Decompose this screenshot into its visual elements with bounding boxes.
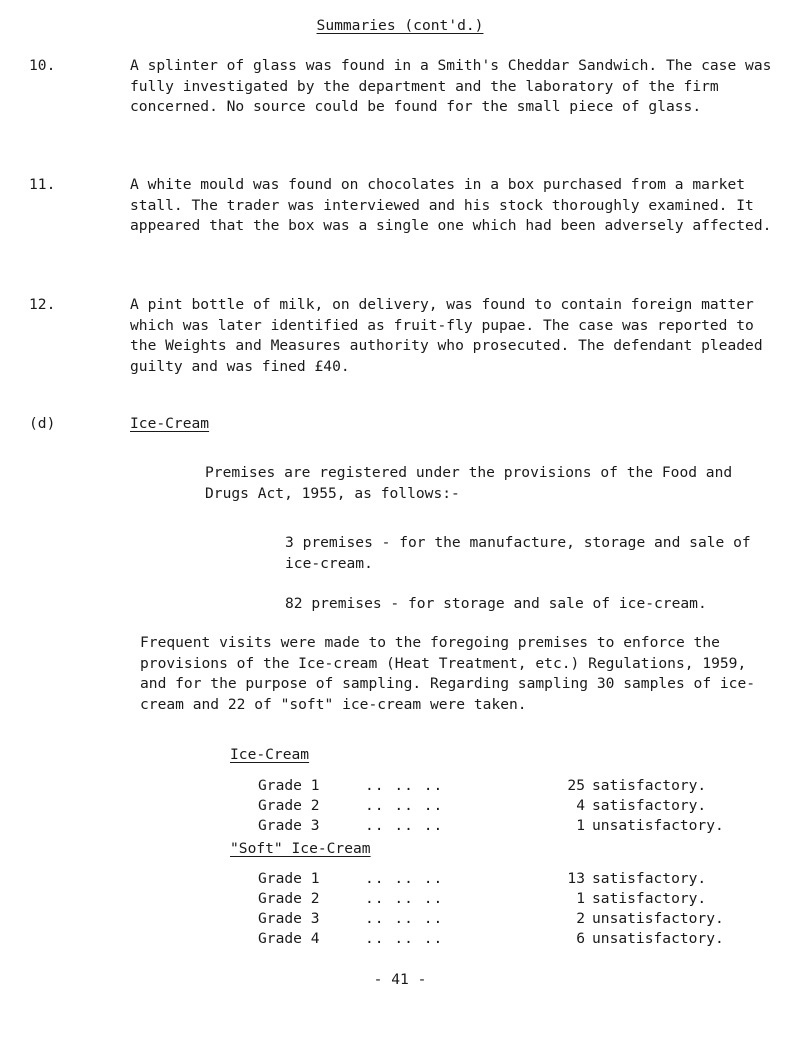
- grade-label: Grade 2: [258, 797, 320, 814]
- section-title: Ice-Cream: [130, 415, 210, 432]
- header-title: Summaries (cont'd.): [316, 17, 484, 34]
- sample-status: satisfactory.: [592, 797, 707, 814]
- item-number: 12.: [29, 296, 56, 313]
- sample-count: 13: [567, 870, 585, 887]
- leader-dots: .. .. ..: [365, 890, 444, 907]
- sample-status: satisfactory.: [592, 890, 707, 907]
- item-paragraph: A white mould was found on chocolates in a box purchased from a market stall. The trader was interviewed and his stock thoroughly examined. It appeared that the box was a single one which had been adversely affected.: [130, 176, 772, 234]
- sample-status: satisfactory.: [592, 777, 707, 794]
- sample-count: 25: [567, 777, 585, 794]
- leader-dots: .. .. ..: [365, 930, 444, 947]
- sample-status: unsatisfactory.: [592, 910, 724, 927]
- visits-paragraph: Frequent visits were made to the foregoing premises to enforce the provisions of the Ice-cream (Heat Treatment, etc.) Regulations, 1959, and for the purpose of sampling. Regarding sampling 30 samples of ice-cream and 22 of "soft" ice-cream were taken.: [140, 634, 756, 713]
- premises-line-1: 3 premises - for the manufacture, storage and sale of ice-cream.: [285, 534, 751, 572]
- page-header: [0, 16, 800, 37]
- grade-label: Grade 4: [258, 930, 320, 947]
- item-number: 10.: [29, 57, 56, 74]
- leader-dots: .. .. ..: [365, 777, 444, 794]
- grade-label: Grade 1: [258, 777, 320, 794]
- section-label: (d): [29, 415, 56, 432]
- grade-label: Grade 3: [258, 910, 320, 927]
- item-paragraph: A splinter of glass was found in a Smith's Cheddar Sandwich. The case was fully investigated by the department and the laboratory of the firm concerned. No source could be found for the small piece of glass.: [130, 57, 772, 115]
- leader-dots: .. .. ..: [365, 870, 444, 887]
- sample-count: 4: [576, 797, 585, 814]
- grade-label: Grade 2: [258, 890, 320, 907]
- sample-status: unsatisfactory.: [592, 930, 724, 947]
- sample-count: 6: [576, 930, 585, 947]
- leader-dots: .. .. ..: [365, 797, 444, 814]
- sample-count: 1: [576, 817, 585, 834]
- premises-line-2: 82 premises - for storage and sale of ice-cream.: [285, 595, 707, 612]
- table-heading: Ice-Cream: [230, 746, 310, 763]
- grade-label: Grade 3: [258, 817, 320, 834]
- table-row: [0, 889, 800, 909]
- table-row: [0, 816, 800, 836]
- sample-status: unsatisfactory.: [592, 817, 724, 834]
- sample-count: 1: [576, 890, 585, 907]
- table-row: [0, 776, 800, 796]
- leader-dots: .. .. ..: [365, 817, 444, 834]
- item-number: 11.: [29, 176, 56, 193]
- table-row: [0, 796, 800, 816]
- leader-dots: .. .. ..: [365, 910, 444, 927]
- intro-paragraph: [205, 463, 765, 504]
- page-number: - 41 -: [373, 971, 427, 988]
- grade-label: Grade 1: [258, 870, 320, 887]
- table-row: [0, 909, 800, 929]
- item-paragraph: A pint bottle of milk, on delivery, was found to contain foreign matter which was later identified as fruit-fly pupae. The case was reported to the Weights and Measures authority who prosecuted. The defendant pleaded guilty and was fined £40.: [130, 296, 763, 375]
- table-row: [0, 869, 800, 889]
- intro-text: Premises are registered under the provisions of the Food and Drugs Act, 1955, as follows:-: [205, 464, 733, 502]
- table-heading: "Soft" Ice-Cream: [230, 840, 371, 857]
- sample-status: satisfactory.: [592, 870, 707, 887]
- sample-count: 2: [576, 910, 585, 927]
- table-row: [0, 929, 800, 949]
